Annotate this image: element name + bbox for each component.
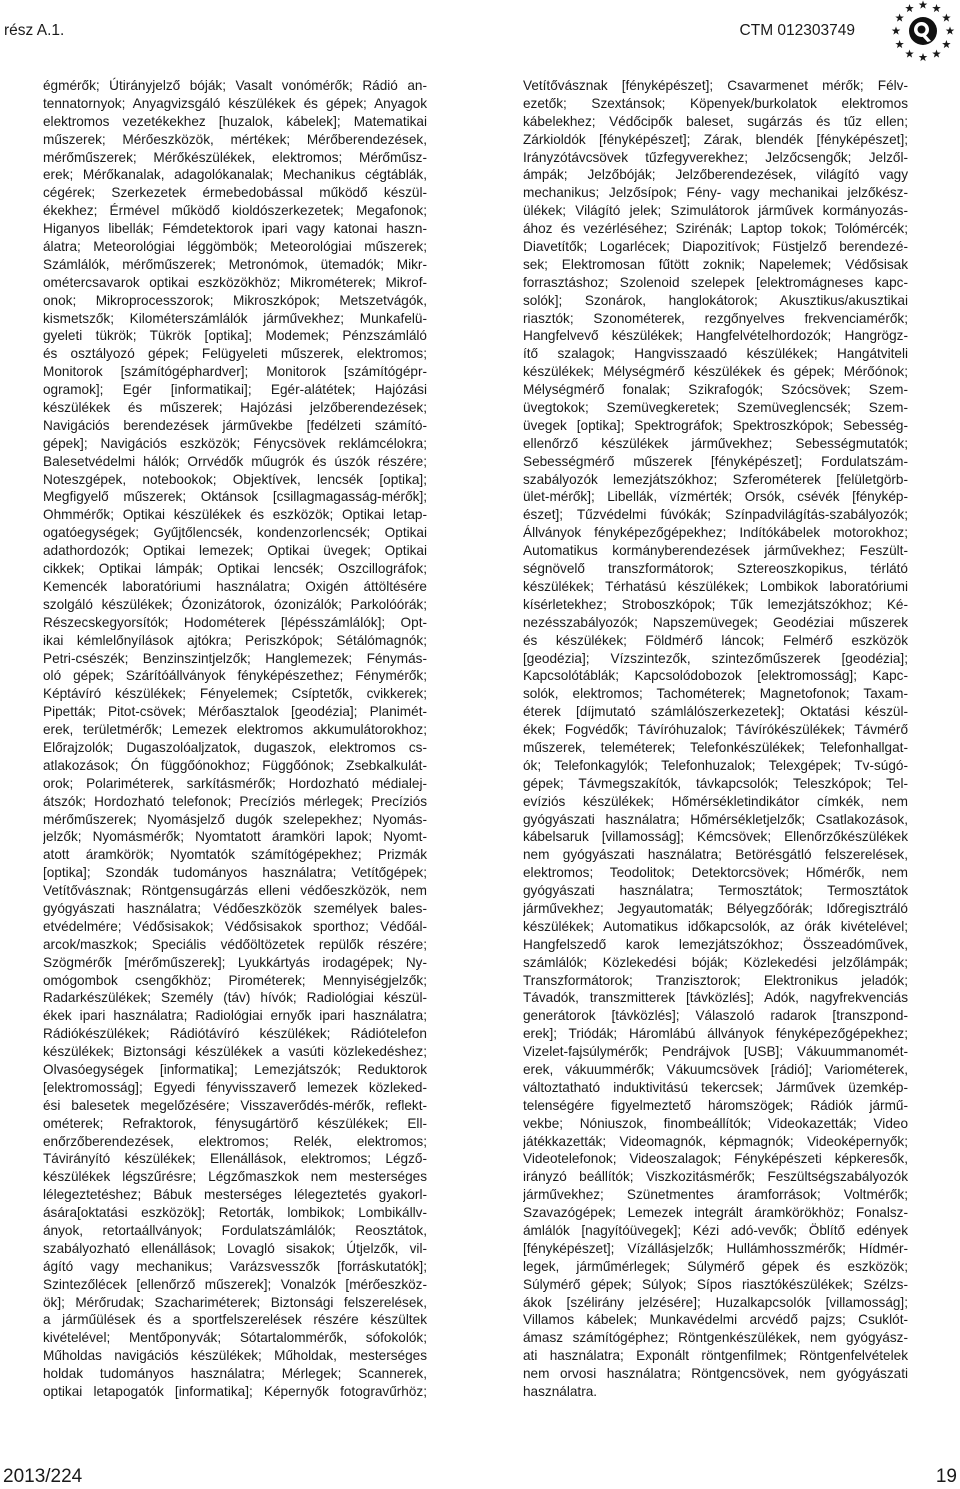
text-line: ámlálók [nagyítóüvegek]; Kézi adó-vevők; Öblítő edények xyxy=(523,1223,908,1238)
text-line: Kemencék laboratóriumi használatra; Oxigén áttöltésére xyxy=(43,578,427,594)
text-line: ágító vagy mechanikus; Varázsvesszők [forráskutatók]; xyxy=(43,1258,427,1274)
text-line: kábelsaruk [villamosság]; Kémcsövek; Ellenőrzőkészülékek xyxy=(523,829,908,845)
text-line: gyógyászati használatra; Termosztátok; Termosztátok xyxy=(523,883,908,899)
text-line: a járműülések és a sportfelszerelések részére készültek xyxy=(43,1312,427,1328)
text-line: ométercsavarok optikai eszközökhöz; Mikrométerek; Mikrof- xyxy=(43,274,427,290)
text-line: ök]; Mérőrudak; Szachariméterek; Biztonsági felszerelések, xyxy=(43,1294,427,1310)
text-line: enőrzőberendezések, elektromos; Relék, elektromos; xyxy=(43,1133,427,1149)
text-line: tennatornyok; Anyagvizsgáló készülékek és gépek; Anyagok xyxy=(43,95,427,111)
text-line: Monitorok [számítógéphardver]; Monitorok [számítógépr- xyxy=(43,364,427,380)
text-line: változtatható induktivitású tekercsek; Járművek üzemkép- xyxy=(523,1079,908,1095)
text-line: arcok/maszkok; Speciális védőöltözetek repülők részére; xyxy=(43,936,427,952)
text-line: ására[oktatási eszközök]; Retorták, lombikok; Lombikállv- xyxy=(43,1205,427,1221)
text-line: Műholdas navigációs készülékek; Műholdak, mesterséges xyxy=(43,1348,427,1364)
text-line: átszók; Hordozható telefonok; Precíziós mérlegek; Precíziós xyxy=(43,793,427,809)
text-line: Részecskegyorsítók; Hodométerek [lépésszámlálók]; Opt- xyxy=(43,614,427,630)
text-line: Irányzótávcsövek tűzfegyverekhez; Jelzőcsengők; Jelzől- xyxy=(523,149,908,165)
text-line: [geodézia]; Vízszintezők, szintezőműszerek [geodézia]; xyxy=(523,650,908,666)
text-line: készülékek és műszerek; Hajózási jelzőberendezések; xyxy=(43,400,427,416)
text-line: szabályozható ellenállások; Lovagló sisakok; Útjelzők, vil- xyxy=(43,1240,427,1256)
text-line: Zárkioldók [fényképészet]; Zárak, blendék [fényképészet]; xyxy=(523,131,908,147)
text-line: gyeleti tükrök; Tükrök [optika]; Modemek; Pénzszámláló xyxy=(43,328,427,344)
text-line: solók]; Szonárok, hanglokátorok; Akusztikus/akusztikai xyxy=(523,292,908,308)
star-icon xyxy=(905,50,914,58)
section-label: rész A.1. xyxy=(4,22,65,39)
text-line: nezésszabályozók; Napszemüvegek; Geodéziai műszerek xyxy=(523,614,908,630)
text-line: mérőműszerek; Nyomásjelző dugók szelepekhez; Nyomás- xyxy=(43,811,427,827)
text-line: ellenőrző készülékek járművekhez; Sebességmutatók; xyxy=(523,435,908,451)
text-line: szabályozók lemezjátszókhoz; Szferométerek [felületgörb- xyxy=(523,471,908,487)
text-line: vekbe; Nóniuszok, finombeállítók; Videokazetták; Video xyxy=(523,1115,908,1131)
text-line: atlakozások; Ón függőónokhoz; Függőónok; Zsebkalkulát- xyxy=(43,757,427,773)
text-line: holdak tudományos használatra; Mérlegek; Scannerek, xyxy=(43,1366,427,1382)
text-line: szolgáló készülékek; Ózonizátorok, ózonizálók; Parkolóórák; xyxy=(43,596,427,612)
text-line: [elektromosság]; Egyedi fényvisszaverő lemezek közleked- xyxy=(43,1079,427,1095)
text-line: gyógyászati használatra; Védőeszközök személyek bales- xyxy=(43,900,427,916)
text-line: és osztályozó gépek; Felügyeleti műszerek, elektromos; xyxy=(43,346,427,362)
text-line: észet]; Tűzvédelmi fúvókák; Színpadvilágítás-szabályozók; xyxy=(523,507,908,523)
star-icon xyxy=(919,53,928,61)
text-line: elektromos; Teodolitok; Detektorcsövek; Hőmérők, nem xyxy=(523,865,908,881)
star-icon xyxy=(905,4,914,12)
text-line: irányzó beállítók; Viszkozitásmérők; Feszültségszabályozók xyxy=(523,1169,908,1185)
text-line: gépek]; Navigációs eszközök; Fénycsövek reklámcélokra; xyxy=(43,435,427,451)
text-line: ékek; Fogvédők; Távíróhuzalok; Távírókészülékek; Távmérő xyxy=(523,722,908,738)
text-line: ányok, retortaállványok; Fordulatszámlálók; Reosztátok, xyxy=(43,1223,427,1238)
text-line: cikkek; Optikai lámpák; Optikai lencsék; Oszcillográfok; xyxy=(43,561,427,577)
text-line: járművekhez; Szünetmentes áramforrások; Voltmérők; xyxy=(523,1187,908,1203)
text-line: Transzformátorok; Tranzisztorok; Elektronikus jeladók; xyxy=(523,972,908,988)
text-line: generátorok [távközlés]; Válaszoló radarok [transzpond- xyxy=(523,1008,908,1024)
text-line: erek, vákuummérők; Vákuumcsövek [rádió]; Variométerek, xyxy=(523,1061,908,1077)
text-line: erek, területmérők; Lemezek elektromos akkumulátorokhoz; xyxy=(43,722,427,738)
text-line: ítő szalagok; Hangvisszaadó készülékek; Hangátviteli xyxy=(523,346,908,362)
text-line: Megfigyelő műszerek; Oktánsok [csillagmagasság-mérők]; xyxy=(43,489,427,505)
text-line: ométerek; Refraktorok, fénysugártörő készülékek; Ell- xyxy=(43,1115,427,1131)
text-line: készülékek; Biztonsági készülékek a vasúti közlekedéshez; xyxy=(43,1044,427,1060)
text-line: Súlymérő gépek; Súlyok; Sípos riasztókészülékek; Szélzs- xyxy=(523,1276,908,1292)
text-line: ához és vezérléséhez; Szirénák; Laptop tokok; Tolómércék; xyxy=(523,221,908,237)
text-line: [fényképészet]; Vízállásjelzők; Hullámhosszmérők; Hídmér- xyxy=(523,1240,908,1256)
text-line: oló gépek; Szárítóállványok fényképészethez; Fénymérők; xyxy=(43,668,427,684)
text-line: Noteszgépek, notebookok; Objektívek, lencsék [optika]; xyxy=(43,471,427,487)
text-line: sek; Elektromosan fűtött zoknik; Napelemek; Védősisak xyxy=(523,256,908,272)
issue-number: 2013/224 xyxy=(3,1466,83,1487)
text-line: atott áramkörök; Nyomtatók számítógépekhez; Prizmák xyxy=(43,847,427,863)
text-line: Képtávíró készülékek; Fényelemek; Csíptetők, cvikkerek; xyxy=(43,686,427,702)
text-line: nem gyógyászati használatra; Betörésgátló felszerelések, xyxy=(523,847,908,863)
text-line: kábelekhez; Védőcipők baleset, sugárzás és tűz ellen; xyxy=(523,113,908,129)
ohim-stars-logo-icon xyxy=(887,0,959,64)
text-line: erek]; Triódák; Háromlábú állványok fényképezőgépekhez; xyxy=(523,1026,908,1042)
text-line: Vizelet-fajsúlymérők; Pendrájvok [USB]; Vákuummanomét- xyxy=(523,1044,908,1060)
text-line: álatra; Meteorológiai léggömbök; Meteorológiai műszerek; xyxy=(43,239,427,255)
star-icon xyxy=(942,14,951,22)
text-line: Sebességmérő műszerek [fényképészet]; Fordulatszám- xyxy=(523,453,908,469)
text-line: ékek ipari használatra; Radiológiai ernyők ipari használatra; xyxy=(43,1008,427,1024)
text-line: optikai letapogatók [informatika]; Képernyők fotogravűrhöz; xyxy=(43,1384,427,1400)
logo-emblem xyxy=(909,17,937,45)
text-line: Távirányító készülékek; Ellenállások, elektromos; Légző- xyxy=(43,1151,427,1167)
text-line: Távadók, transzmitterek [távközlés]; Adók, nagyfrekvenciás xyxy=(523,990,908,1006)
text-line: kivételével; Mentőponyvák; Sótartalommérők, sófokolók; xyxy=(43,1330,427,1346)
right-column xyxy=(523,77,908,1401)
text-line: Vetítővásznak [fényképészet]; Csavarmenet mérők; Félv- xyxy=(523,78,908,93)
text-line: Állványok fényképezőgépekhez; Indítókábelek motorokhoz; xyxy=(523,525,908,541)
text-line: solók, elektromos; Tachométerek; Magnetofonok; Taxam- xyxy=(523,686,908,702)
text-line: ogramok]; Egér [informatikai]; Egér-alátétek; Hajózási xyxy=(43,382,427,398)
star-icon xyxy=(895,14,904,22)
text-line: kísérletekhez; Stroboszkópok; Tűk lemezjátszókhoz; Ké- xyxy=(523,596,908,612)
ctm-number: CTM 012303749 xyxy=(739,22,855,39)
star-icon xyxy=(932,50,941,58)
text-line: éterek [díjmutató számlálószerkezetek]; Oktatási készül- xyxy=(523,704,908,720)
text-line: Számlálók, mérőműszerek; Metronómok, ütemadók; Mikr- xyxy=(43,256,427,272)
text-line: Szavazógépek; Lemezek integrált áramkörökhöz; Fonalsz- xyxy=(523,1205,908,1221)
text-line: használatra. xyxy=(523,1384,598,1400)
text-line: Olvasóegységek [informatika]; Lemezjátszók; Reduktorok xyxy=(43,1061,427,1077)
text-line: ikai kémlelőnyílások ajtókra; Periszkópok; Sétálómagnók; xyxy=(43,632,427,648)
star-icon xyxy=(932,4,941,12)
text-line: telenségére figyelmeztető háromszögek; Rádiók jármű- xyxy=(523,1097,908,1113)
text-line: készülékek légszűrésre; Légzőmaszkok nem mesterséges xyxy=(43,1169,427,1185)
text-line: adathordozók; Optikai lemezek; Optikai üvegek; Optikai xyxy=(43,543,427,559)
text-line: Kapcsolótáblák; Kapcsolódobozok [elektromosság]; Kapc- xyxy=(523,668,908,684)
text-line: legek, járműmérlegek; Súlymérő gépek és eszközök; xyxy=(523,1258,908,1274)
star-icon xyxy=(946,27,955,35)
text-line: játékkazetták; Videomagnók, képmagnók; Videoképernyők; xyxy=(523,1133,908,1149)
star-icon xyxy=(892,27,901,35)
text-line: készülékek; Automatikus időkapcsolók, az órák kivételével; xyxy=(523,918,908,934)
text-line: ékekhez; Érmével működő kioldószerkezetek; Megafonok; xyxy=(43,203,427,219)
text-line: evíziós készülékek; Hőmérsékletindikátor címkék, nem xyxy=(523,793,908,809)
text-line: omógombok csengőkhöz; Pirométerek; Mennyiségjelzők; xyxy=(43,972,427,988)
text-line: Szögmérők [mérőműszerek]; Lyukkártyás irodagépek; Ny- xyxy=(43,954,427,970)
star-icon xyxy=(919,1,928,9)
text-line: Hangfelvevő készülékek; Hangfelvételhordozók; Hangrögz- xyxy=(523,328,908,344)
text-line: ákok [szélirány jelzésére]; Huzalkapcsolók [villamosság]; xyxy=(523,1294,908,1310)
text-line: műszerek; Mérőeszközök, mértékek; Mérőberendezések, xyxy=(43,131,427,147)
text-line: mechanikus; Jelzősípok; Fény- vagy mechanikai jelzőkész- xyxy=(523,185,908,201)
text-line: Radarkészülékek; Személy (táv) hívók; Radiológiai készül- xyxy=(43,990,427,1006)
text-line: Szintezőlécek [ellenőrző műszerek]; Vonalzók [mérőeszköz- xyxy=(43,1276,427,1292)
text-line: ogatóegységek; Gyűjtőlencsék, kondenzorlencsék; Optikai xyxy=(43,525,427,541)
text-line: üvegek [optika]; Spektrográfok; Spektroszkópok; Sebesség- xyxy=(523,417,908,433)
text-line: számlálók; Közlekedési bóják; Közlekedési jelzőlámpák; xyxy=(523,954,908,970)
text-line: Automatikus kormányberendezések járművekhez; Feszült- xyxy=(523,543,908,559)
text-line: Ohmmérők; Optikai készülékek és eszközök; Optikai letap- xyxy=(43,507,427,523)
text-line: műszerek, teleméterek; Telefonkészülékek; Telefonhallgat- xyxy=(523,739,908,755)
text-line: gyógyászati használatra; Hőmérsékletjelzők; Csatlakozások, xyxy=(523,811,908,827)
text-line: kismetszők; Kilométerszámlálók járművekhez; Munkafelü- xyxy=(43,310,427,326)
page-number: 19 xyxy=(935,1466,957,1487)
text-line: nem orvosi használatra; Röntgencsövek, nem gyógyászati xyxy=(523,1366,908,1382)
text-line: ület-mérők]; Libellák, vízmérték; Orsók, csévék [fénykép- xyxy=(523,489,908,505)
text-line: Petri-csészék; Benzinszintjelzők; Hanglemezek; Fénymás- xyxy=(43,650,427,666)
text-line: ámpák; Jelzőbóják; Jelzőberendezések, világító vagy xyxy=(523,167,908,183)
left-column xyxy=(43,77,427,1401)
text-line: Villamos kábelek; Munkavédelmi arcvédő pajzs; Csuklót- xyxy=(523,1312,908,1328)
text-line: ezetők; Szextánsok; Köpenyek/burkolatok elektromos xyxy=(523,95,908,111)
text-line: járművekhez; Jegyautomaták; Bélyegzőórák; Időregisztráló xyxy=(523,900,908,916)
text-line: mérőműszerek; Mérőkészülékek, elektromos; Mérőműsz- xyxy=(43,149,427,165)
text-line: Mélységmérő fonalak; Szikrafogók; Szócsövek; Szem- xyxy=(523,382,908,398)
text-line: ati használatra; Exponált röntgenfilmek; Röntgenfelvételek xyxy=(523,1348,908,1364)
text-line: gépek; Távmegszakítók, távkapcsolók; Teleszkópok; Tel- xyxy=(523,775,908,791)
text-line: forrasztáshoz; Szolenoid szelepek [elektromágneses kapc- xyxy=(523,274,908,290)
text-line: ülékek; Világító jelek; Szimulátorok járművek kormányozás- xyxy=(523,203,908,219)
text-line: Diavetítők; Logarlécek; Diapozitívok; Füstjelző berendezé- xyxy=(523,239,908,255)
text-line: Vetítővásznak; Röntgensugárzás elleni védőeszközök, nem xyxy=(43,883,427,899)
text-line: ési balesetek megelőzésére; Visszaverődés-mérők, reflekt- xyxy=(43,1097,427,1113)
text-line: riasztók; Szonométerek, rezgőnyelves frekvenciamérők; xyxy=(523,310,908,326)
text-line: ségnövelő transzformátorok; Sztereoszkopikus, térlátó xyxy=(523,561,908,577)
text-line: Pipetták; Pitot-csövek; Mérőasztalok [geodézia]; Planimét- xyxy=(43,704,427,720)
text-line: Hangfelszedő karok lemezjátszókhoz; Összeadóművek, xyxy=(523,936,908,952)
text-line: Balesetvédelmi hálók; Orrvédők műugrók és úszók részére; xyxy=(43,453,427,469)
text-line: Navigációs berendezések járművekbe [fedélzeti számító- xyxy=(43,417,427,433)
text-line: Higanyos libellák; Fémdetektorok ipari vagy katonai haszn- xyxy=(43,221,427,237)
text-line: [optika]; Szondák tudományos használatra; Vetítőgépek; xyxy=(43,865,427,881)
text-line: lélegeztetéshez; Bábuk mesterséges lélegeztetés gyakorl- xyxy=(43,1187,427,1203)
text-line: onok; Mikroprocesszorok; Mikroszkópok; Metszetvágók, xyxy=(43,292,427,308)
text-line: orok; Polariméterek, sarkításmérők; Hordozható médialej- xyxy=(43,775,427,791)
text-line: és készülékek; Földmérő láncok; Felmérő eszközök xyxy=(523,632,908,648)
text-line: készülékek; Térhatású készülékek; Lombikok laboratóriumi xyxy=(523,578,908,594)
text-line: erek; Mérőkanalak, adagolókanalak; Mechanikus cégtáblák, xyxy=(43,167,427,183)
text-line: üvegtokok; Szemüvegkeretek; Szemüveglencsék; Szem- xyxy=(523,400,908,416)
star-icon xyxy=(942,40,951,48)
text-line: Előrajzolók; Dugaszolóaljzatok, dugaszok, elektromos cs- xyxy=(43,739,427,755)
text-line: Rádiókészülékek; Rádiótávíró készülékek; Rádiótelefon xyxy=(43,1026,427,1042)
text-line: cégérek; Szerkezetek érmebedobással működő készül- xyxy=(43,185,427,201)
text-line: készülékek; Mélységmérő készülékek és gépek; Mérőónok; xyxy=(523,364,908,380)
text-line: elektromos vezetékekhez [huzalok, kábelek]; Matematikai xyxy=(43,113,427,129)
text-line: Videotelefonok; Videoszalagok; Fényképészeti képkeresők, xyxy=(523,1151,908,1167)
text-line: ámasz számítógéphez; Röntgenkészülékek, nem gyógyász- xyxy=(523,1330,908,1346)
text-line: égmérők; Útirányjelző bóják; Vasalt vonómérők; Rádió an- xyxy=(43,78,427,93)
text-line: ók; Telefonkagylók; Telefonhuzalok; Telexgépek; Tv-súgó- xyxy=(523,757,908,773)
star-icon xyxy=(895,40,904,48)
text-line: jelzők; Nyomásmérők; Nyomtatott áramköri lapok; Nyomt- xyxy=(43,829,427,845)
text-line: etvédelmére; Védősisakok; Védősisakok sporthoz; Védőál- xyxy=(43,918,427,934)
